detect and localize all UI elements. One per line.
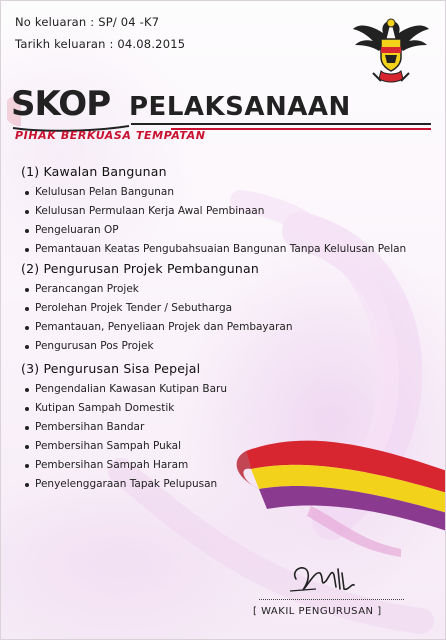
list-item: Pembersihan Bandar [35, 418, 227, 437]
title-block [11, 84, 441, 134]
list-item: Pengendalian Kawasan Kutipan Baru [35, 380, 227, 399]
signatory-label: [ WAKIL PENGURUSAN ] [253, 606, 382, 617]
list-item: Pemantauan Keatas Pengubahsuaian Bangunan Tanpa Kelulusan Pelan [35, 240, 406, 259]
list-item: Kelulusan Permulaan Kerja Awal Pembinaan [35, 202, 406, 221]
title-pelaksanaan: PELAKSANAAN [129, 92, 351, 122]
list-item: Perolehan Projek Tender / Sebutharga [35, 299, 293, 318]
list-item: Kutipan Sampah Domestik [35, 399, 227, 418]
list-item: Penyelenggaraan Tapak Pelupusan [35, 475, 227, 494]
item-list [21, 380, 227, 494]
section-heading: (1) Kawalan Bangunan [21, 164, 167, 179]
item-list [21, 280, 293, 356]
issue-number: No keluaran : SP/ 04 -K7 [15, 15, 160, 29]
section-heading: (2) Pengurusan Projek Pembangunan [21, 261, 260, 276]
list-item: Perancangan Projek [35, 280, 293, 299]
list-item: Pembersihan Sampah Pukal [35, 437, 227, 456]
item-list [21, 183, 406, 259]
list-item: Pengurusan Pos Projek [35, 337, 293, 356]
handwritten-signature [286, 559, 356, 599]
section-sisa-pepejal [21, 361, 227, 494]
signature-line [259, 599, 404, 600]
list-item: Pembersihan Sampah Haram [35, 456, 227, 475]
issue-date: Tarikh keluaran : 04.08.2015 [15, 37, 186, 51]
section-pengurusan-projek [21, 261, 293, 356]
list-item: Pengeluaran OP [35, 221, 406, 240]
list-item: Pemantauan, Penyeliaan Projek dan Pembayaran [35, 318, 293, 337]
section-kawalan-bangunan [21, 164, 406, 259]
list-item: Kelulusan Pelan Bangunan [35, 183, 406, 202]
section-heading: (3) Pengurusan Sisa Pepejal [21, 361, 201, 376]
subtitle: PIHAK BERKUASA TEMPATAN [15, 129, 206, 142]
title-skop: SKOP [11, 84, 111, 124]
sarawak-coat-of-arms-icon [351, 9, 431, 89]
